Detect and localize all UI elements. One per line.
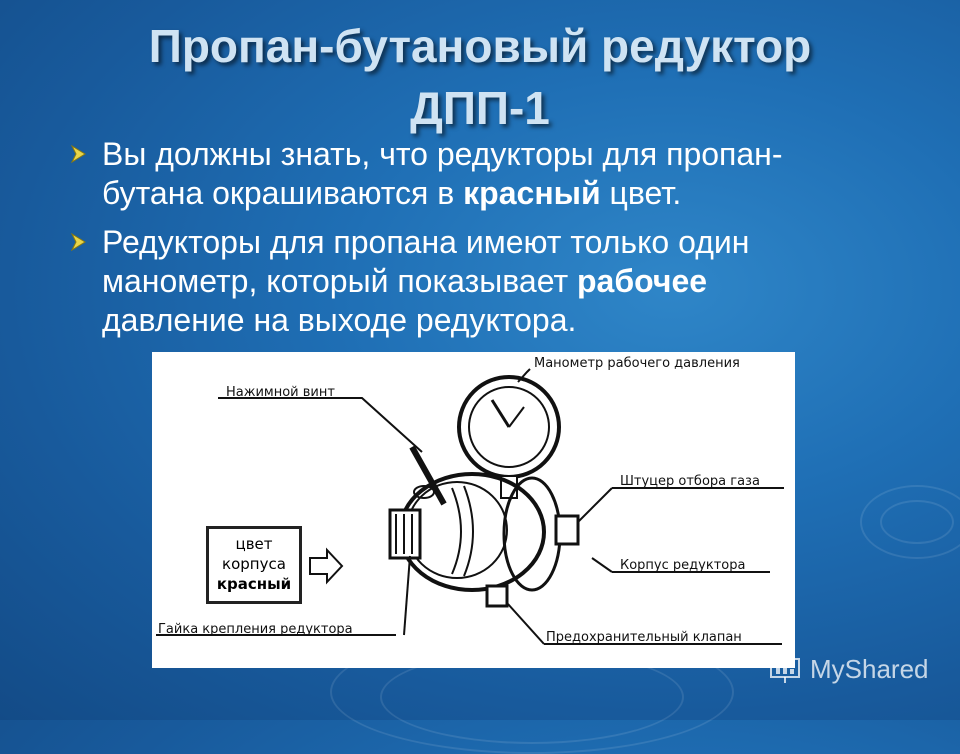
label-mount-nut: Гайка крепления редуктора [158,622,353,637]
bullet-item [70,223,930,340]
bullet-item [70,135,930,213]
colorbox-color: красный [216,575,292,593]
label-gas-fitting: Штуцер отбора газа [620,474,760,489]
bullet-emphasis: красный [463,175,601,211]
bullet-text: манометр, который показывает [102,263,577,299]
reducer-diagram [152,352,795,668]
label-gauge: Манометр рабочего давления [534,356,740,371]
colorbox-line: цвет [235,535,273,553]
label-safety-valve: Предохранительный клапан [546,630,742,645]
slide-subtitle: ДПП-1 [410,82,550,134]
watermark-text: MyShared [810,654,929,684]
bullet-text: давление на выходе редуктора. [102,302,577,338]
bullet-text: цвет. [600,175,682,211]
label-pressure-screw: Нажимной винт [226,385,335,400]
bullet-list [70,135,930,350]
label-reducer-body: Корпус редуктора [620,558,746,573]
bullet-text: Редукторы для пропана имеют только один [102,224,750,260]
arrow-bullet-icon [70,145,86,163]
presentation-icon [768,655,802,685]
colorbox-line: корпуса [222,555,286,573]
bullet-emphasis: рабочее [577,263,708,299]
slide-title: Пропан-бутановый редуктор [148,20,812,72]
body-color-box [206,526,302,604]
ripple-decoration [860,485,960,559]
bullet-text: бутана окрашиваются в [102,175,464,211]
watermark [768,654,929,685]
arrow-bullet-icon [70,233,86,251]
bullet-text: Вы должны знать, что редукторы для пропан- [102,136,783,172]
